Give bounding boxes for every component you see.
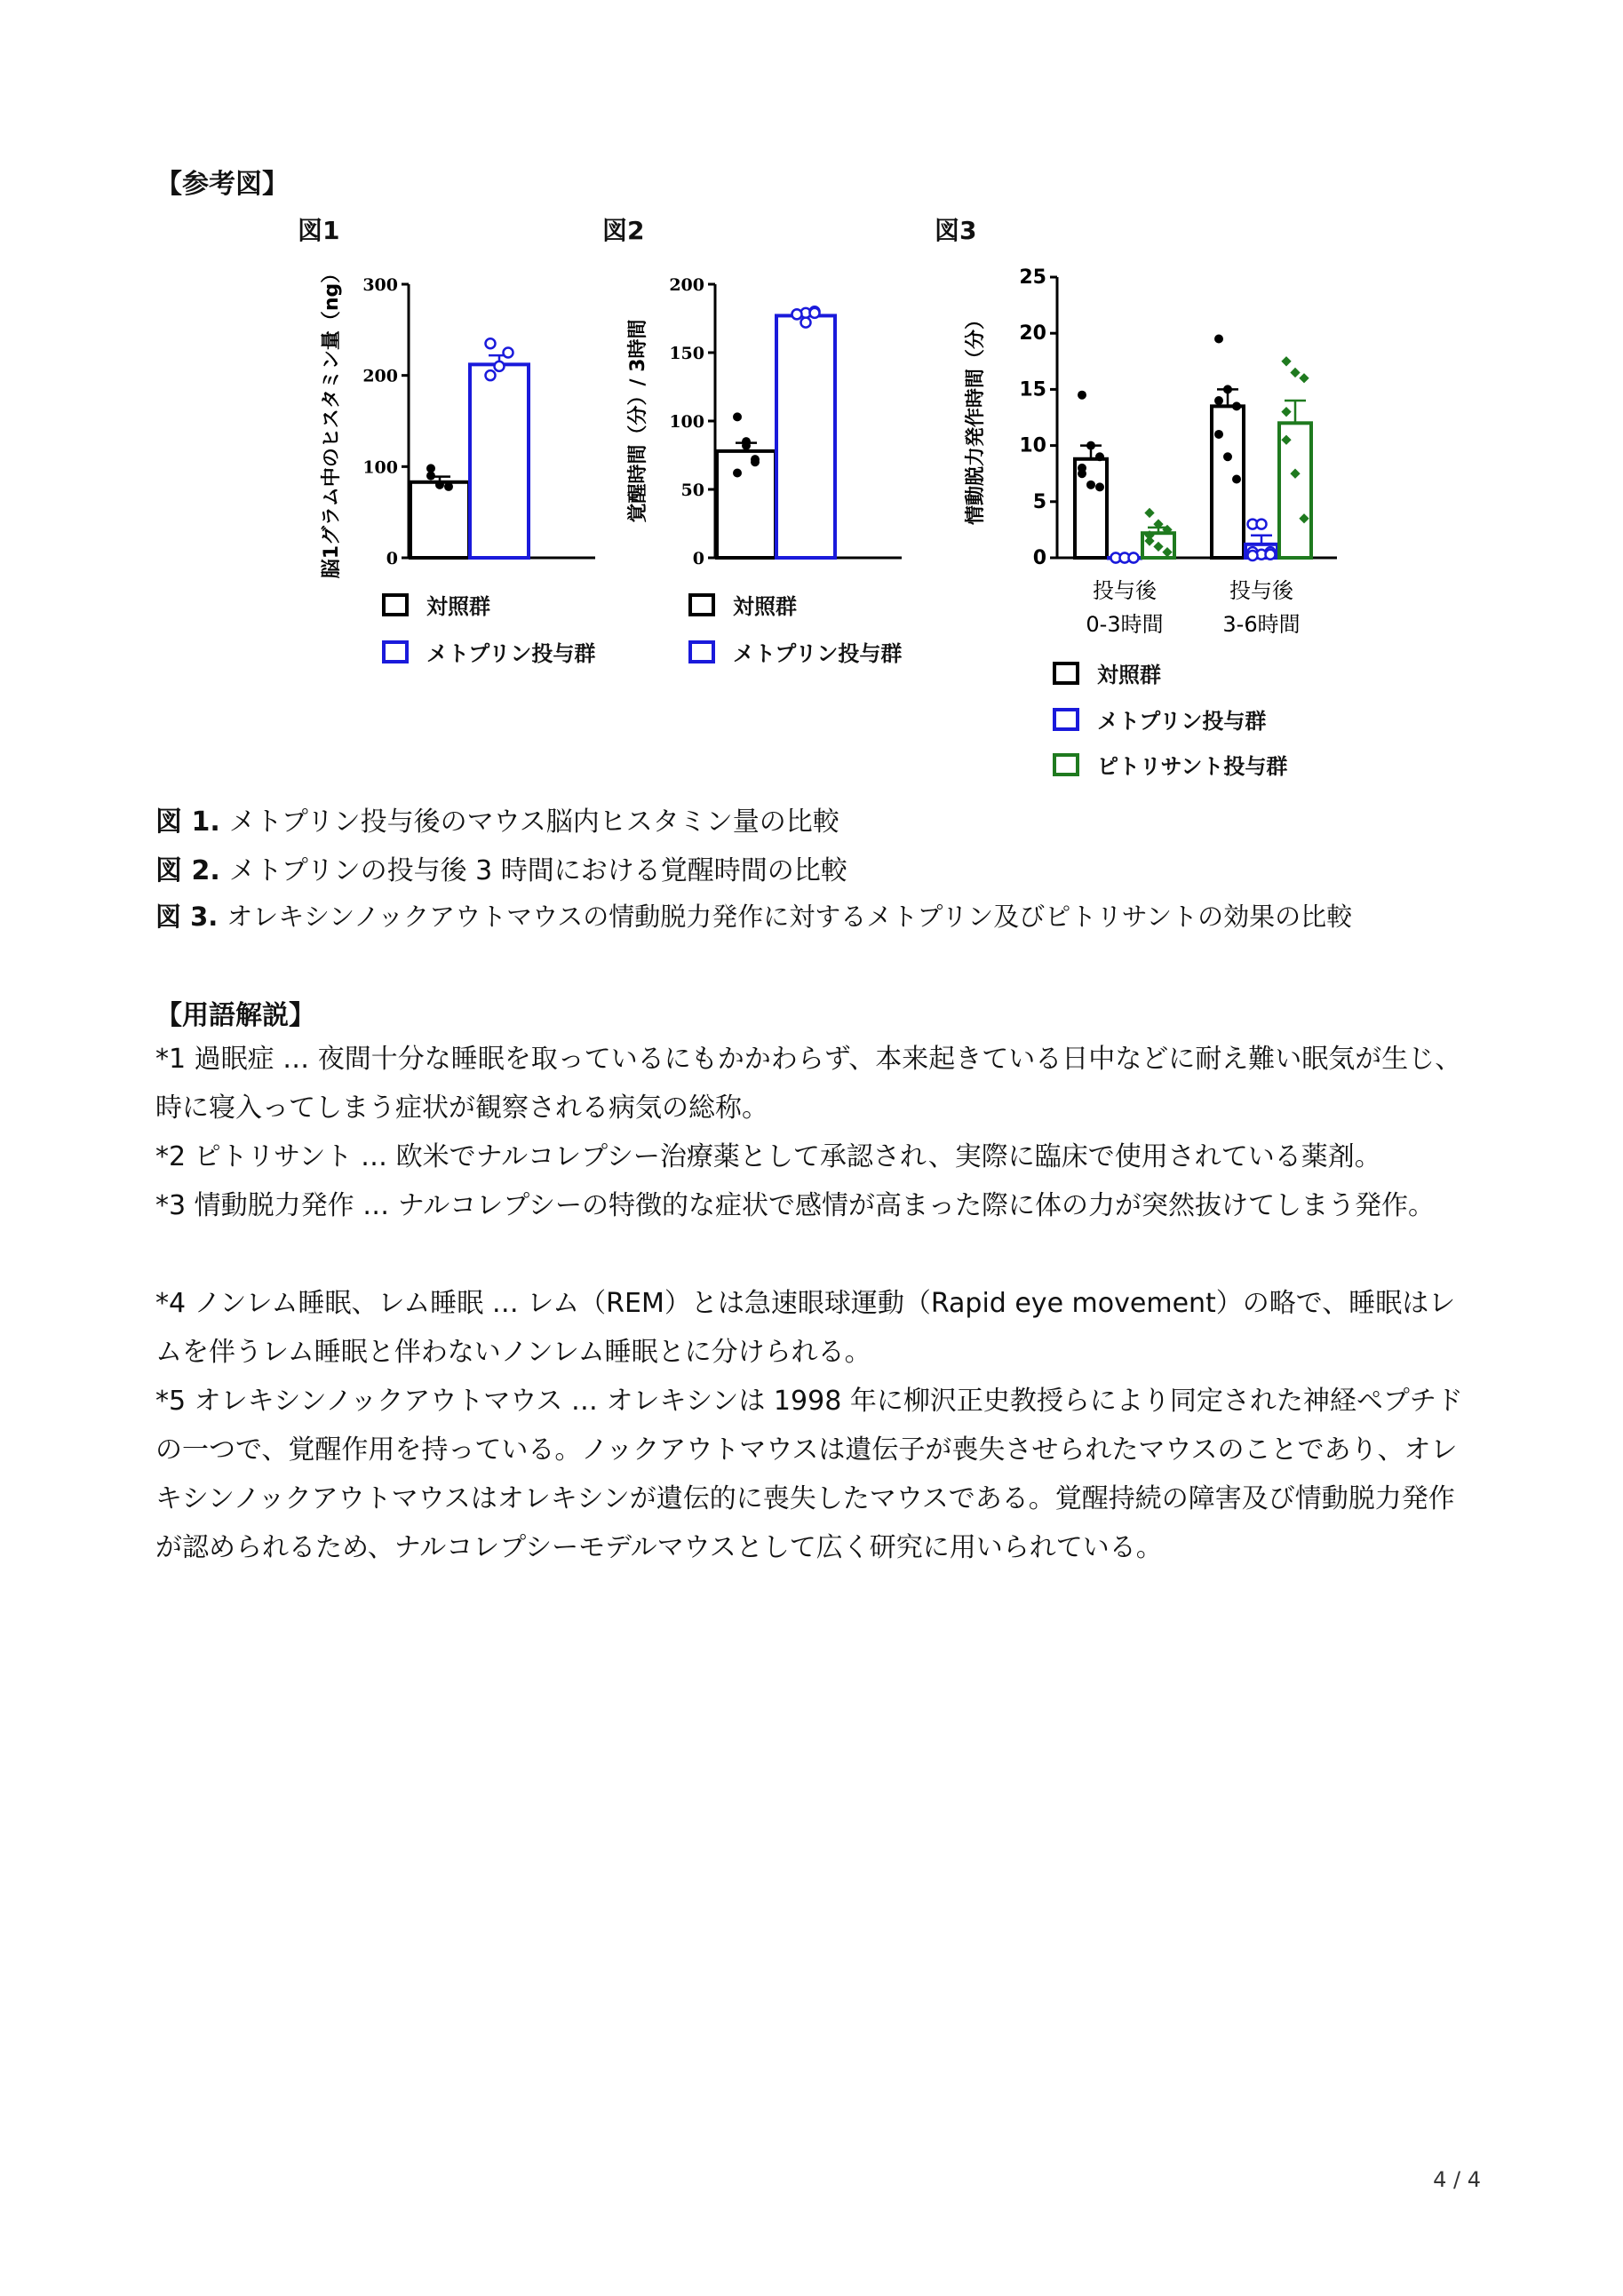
data-point [1144,508,1154,518]
y-tick-label: 10 [1019,434,1046,457]
data-point [1162,547,1172,557]
data-point [1223,385,1232,393]
legend-metoprine-fig1 [382,636,595,667]
legend-metoprine-fig2 [688,636,902,667]
data-point [1078,391,1086,400]
data-point [751,457,760,466]
legend-label: 対照群 [1097,663,1161,687]
legend-label: 対照群 [426,594,490,619]
data-point [1266,550,1276,560]
legend-swatch-control [688,593,715,616]
data-point [426,464,435,473]
x-category-label: 3-6時間 [1222,612,1301,637]
data-point [1232,401,1241,410]
data-point [1214,430,1223,439]
legend-pitolisant-fig3 [1053,749,1287,780]
data-point [810,308,820,318]
y-tick-label: 100 [362,457,398,478]
data-point [1129,553,1139,563]
data-point [1086,481,1095,489]
legend-control-fig3 [1053,657,1161,688]
glossary-item-5: *5 オレキシンノックアウトマウス … オレキシンは 1998 年に柳沢正史教授らにより同定された神経ペプチドの一つで、覚醒作用を持っている。ノックアウトマウスは遺伝子が喪失させられたマウスのことであり、オレキシンノックアウトマウスはオレキシンが遺伝的に喪失したマウスである。覚醒持続の障害及び情動脱力発作が認められるため、ナルコレプシーモデルマウスとして広く研究に用いられている。 [155,1386,1463,1563]
caption-figure-3 [155,897,1352,933]
data-point [1281,407,1291,417]
legend-swatch-control [1053,662,1079,685]
reference-figures-heading: 【参考図】 [155,169,289,200]
caption-text: メトプリンの投与後 3 時間における覚醒時間の比較 [228,855,847,886]
legend-swatch-control [382,593,409,616]
x-category-label: 投与後 [1229,578,1293,603]
y-tick-label: 300 [362,275,398,295]
y-tick-label: 50 [680,481,704,500]
legend-swatch-metoprine [688,640,715,663]
glossary-item-1: *1 過眠症 … 夜間十分な睡眠を取っているにもかかわらず、本来起きている日中などに耐え難い眠気が生じ、時に寝入ってしまう症状が観察される病気の総称。 [155,1044,1462,1124]
figure-1-chart [311,258,604,604]
data-point [1281,356,1291,366]
legend-control-fig2 [688,589,797,620]
y-tick-label: 25 [1019,266,1046,289]
data-point [444,482,453,491]
y-axis-label: 脳1グラム中のヒスタミン量（ng） [321,263,343,579]
y-tick-label: 200 [362,366,398,386]
y-tick-label: 0 [1032,547,1046,569]
data-point [1299,513,1309,523]
data-point [1095,482,1104,491]
figure-1-label: 図1 [298,216,340,245]
data-point [1086,441,1095,450]
data-point [486,370,496,380]
y-tick-label: 5 [1032,490,1046,513]
data-point [1214,335,1223,344]
figure-1-svg [311,258,604,604]
legend-label: メトプリン投与群 [733,641,903,666]
data-point [1248,551,1258,560]
data-point [1214,396,1223,405]
figure-3-label: 図3 [935,216,977,245]
data-point [504,348,513,358]
caption-figure-2 [155,848,847,887]
y-axis-label: 覚醒時間（分）/ 3時間 [627,319,649,523]
bar [1279,423,1311,558]
y-tick-label: 15 [1019,378,1046,401]
glossary-item-4: *4 ノンレム睡眠、レム睡眠 … レム（REM）とは急速眼球運動（Rapid eye movement）の略で、睡眠はレムを伴うレム睡眠と伴わないノンレム睡眠とに分けられる。 [155,1288,1456,1368]
data-point [486,338,496,348]
bar [776,315,835,558]
legend-swatch-pitolisant [1053,753,1079,776]
legend-control-fig1 [382,589,490,620]
caption-figure-1 [155,799,839,838]
figure-3-svg [955,258,1346,648]
data-point [733,469,742,478]
y-tick-label: 200 [669,275,704,295]
bar [470,364,529,558]
y-tick-label: 0 [692,549,704,568]
x-category-label: 投与後 [1093,578,1157,603]
glossary-heading: 【用語解説】 [155,1000,315,1031]
data-point [1078,464,1086,473]
y-tick-label: 100 [669,412,704,432]
figure-3-chart [955,258,1346,648]
bar [410,482,469,558]
caption-label: 図 2. [155,855,220,886]
figure-2-chart [617,258,911,604]
data-point [495,361,505,371]
data-point [1223,452,1232,461]
x-category-label: 0-3時間 [1086,612,1164,637]
data-point [801,318,811,328]
y-tick-label: 150 [669,344,704,363]
data-point [1281,435,1291,445]
data-point [1290,368,1300,377]
legend-label: ピトリサント投与群 [1097,754,1288,779]
data-point [1232,475,1241,484]
data-point [733,412,742,421]
legend-label: 対照群 [733,594,797,619]
legend-label: メトプリン投与群 [1097,709,1267,734]
y-tick-label: 20 [1019,322,1046,346]
figure-2-label: 図2 [602,216,645,245]
data-point [435,481,444,489]
data-point [792,309,802,319]
caption-text: メトプリン投与後のマウス脳内ヒスタミン量の比較 [228,806,839,838]
data-point [1290,469,1300,479]
data-point [1095,452,1104,461]
glossary-item-2: *2 ピトリサント … 欧米でナルコレプシー治療薬として承認され、実際に臨床で使用されている薬剤。 [155,1141,1381,1172]
caption-text: オレキシンノックアウトマウスの情動脱力発作に対するメトプリン及びピトリサントの効果の比較 [227,902,1353,932]
y-tick-label: 0 [386,549,398,568]
data-point [1299,373,1309,383]
legend-swatch-metoprine [382,640,409,663]
y-axis-label: 情動脱力発作時間（分） [965,309,987,526]
data-point [742,441,751,450]
bar [717,451,776,558]
legend-swatch-metoprine [1053,708,1079,731]
legend-metoprine-fig3 [1053,703,1266,735]
figure-2-svg [617,258,911,604]
caption-label: 図 3. [155,902,219,932]
caption-label: 図 1. [155,806,220,838]
glossary-item-3: *3 情動脱力発作 … ナルコレプシーの特徴的な症状で感情が高まった際に体の力が突然抜けてしまう発作。 [155,1190,1435,1221]
data-point [1153,542,1163,552]
page-number: 4 / 4 [1433,2167,1481,2192]
data-point [1257,520,1267,529]
legend-label: メトプリン投与群 [426,641,596,666]
